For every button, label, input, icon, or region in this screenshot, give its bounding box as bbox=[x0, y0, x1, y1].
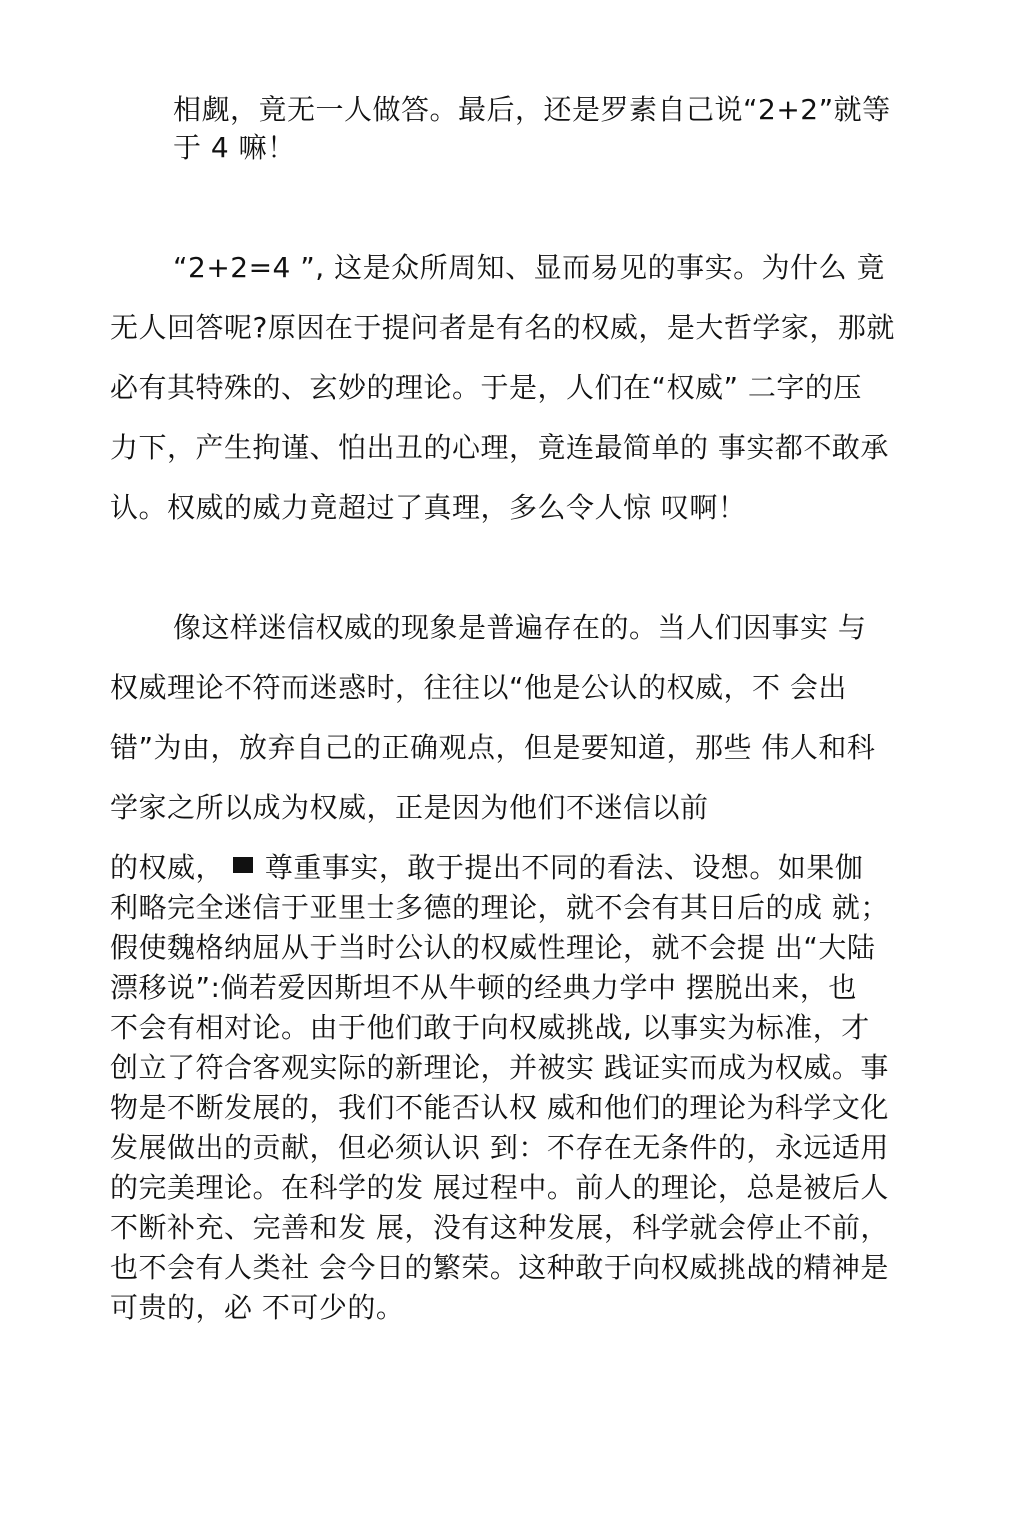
text-line: 物是不断发展的，我们不能否认权 威和他们的理论为科学文化 bbox=[110, 1091, 889, 1124]
text-line: 于 4 嘛！ bbox=[173, 131, 296, 164]
text-line: 创立了符合客观实际的新理论，并被实 践证实而成为权威。事 bbox=[110, 1051, 889, 1084]
text-line: 认。权威的威力竟超过了真理，多么令人惊 叹啊！ bbox=[110, 491, 747, 524]
text-line: 错”为由，放弃自己的正确观点，但是要知道，那些 伟人和科 bbox=[110, 731, 876, 764]
text-line: “2+2=4 ”, 这是众所周知、显而易见的事实。为什么 竟 bbox=[173, 251, 885, 284]
text-line: 假使魏格纳屈从于当时公认的权威性理论，就不会提 出“大陆 bbox=[110, 931, 876, 964]
text-line: 不会有相对论。由于他们敢于向权威挑战, 以事实为标准，才 bbox=[110, 1011, 870, 1044]
text-line: 像这样迷信权威的现象是普遍存在的。当人们因事实 与 bbox=[173, 611, 867, 644]
text-line: 权威理论不符而迷惑时，往往以“他是公认的权威，不 会出 bbox=[110, 671, 847, 704]
text-line: 利略完全迷信于亚里士多德的理论，就不会有其日后的成 就； bbox=[110, 891, 889, 924]
text-line: 无人回答呢?原因在于提问者是有名的权威，是大哲学家，那就 bbox=[110, 311, 895, 344]
text-line: 学家之所以成为权威，正是因为他们不迷信以前 bbox=[110, 791, 709, 824]
text-line: 漂移说”:倘若爱因斯坦不从牛顿的经典力学中 摆脱出来，也 bbox=[110, 971, 857, 1004]
text-line: 不断补充、完善和发 展，没有这种发展，科学就会停止不前， bbox=[110, 1211, 889, 1244]
text-line: 也不会有人类社 会今日的繁荣。这种敢于向权威挑战的精神是 bbox=[110, 1251, 889, 1284]
text-line: 的完美理论。在科学的发 展过程中。前人的理论，总是被后人 bbox=[110, 1171, 889, 1204]
text-line: 必有其特殊的、玄妙的理论。于是，人们在“权威” 二字的压 bbox=[110, 371, 862, 404]
text-line: 相觑，竟无一人做答。最后，还是罗素自己说“2+2”就等 bbox=[173, 93, 891, 126]
image-fragment-icon bbox=[233, 857, 253, 873]
text-line: 力下，产生拘谨、怕出丑的心理，竟连最简单的 事实都不敢承 bbox=[110, 431, 889, 464]
text-line: 可贵的，必 不可少的。 bbox=[110, 1291, 405, 1324]
text-line: 发展做出的贡献，但必须认识 到：不存在无条件的，永远适用 bbox=[110, 1131, 889, 1164]
text-line bbox=[110, 850, 863, 886]
text-segment: 的权威， bbox=[110, 851, 225, 884]
text-segment: 尊重事实，敢于提出不同的看法、设想。如果伽 bbox=[264, 851, 864, 884]
